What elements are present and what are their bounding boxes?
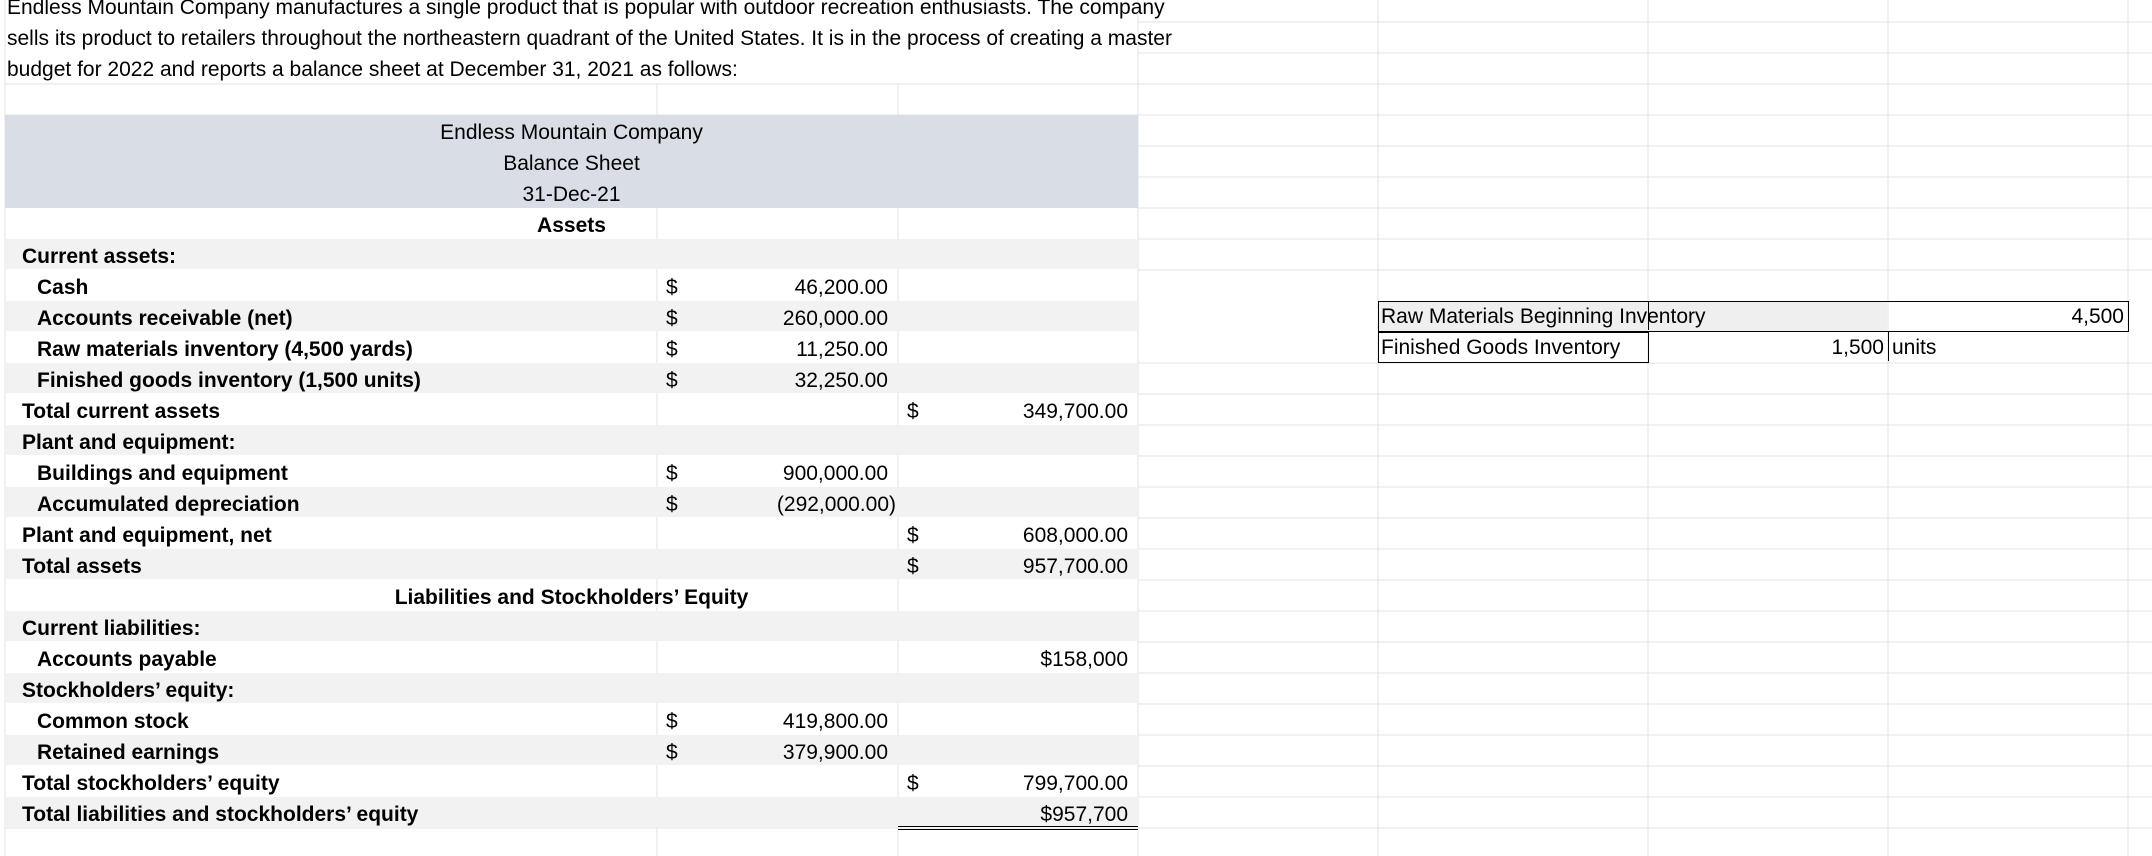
finished-goods-inventory-value[interactable]: 1,500 bbox=[1831, 336, 1884, 359]
plant-equipment-net-value[interactable]: 608,000.00 bbox=[1022, 524, 1128, 547]
current-assets-label: Current assets: bbox=[22, 245, 177, 268]
accumulated-depreciation-value[interactable]: (292,000.00) bbox=[776, 493, 896, 516]
liabilities-equity-heading: Liabilities and Stockholders’ Equity bbox=[394, 586, 749, 609]
currency-symbol: $ bbox=[907, 555, 919, 578]
finished-goods-label: Finished goods inventory (1,500 units) bbox=[37, 369, 421, 392]
currency-symbol: $ bbox=[907, 524, 919, 547]
total-current-assets-label: Total current assets bbox=[22, 400, 221, 423]
currency-symbol: $ bbox=[666, 741, 678, 764]
buildings-equipment-label: Buildings and equipment bbox=[37, 462, 288, 485]
accounts-payable-label: Accounts payable bbox=[37, 648, 217, 671]
currency-symbol: $ bbox=[666, 276, 678, 299]
cash-value[interactable]: 46,200.00 bbox=[794, 276, 888, 299]
problem-intro-text: Endless Mountain Company manufactures a single product that is popular with outdoor recreation enthusiasts. The company sells its product to retailers throughout the northeastern quadrant of the United States. It is in the process of creating a master budget for 2022 and reports a balance sheet at December 31, 2021 as follows: bbox=[7, 0, 1172, 81]
finished-goods-inventory-label: Finished Goods Inventory bbox=[1381, 336, 1621, 359]
accumulated-depreciation-label: Accumulated depreciation bbox=[37, 493, 300, 516]
retained-earnings-label: Retained earnings bbox=[37, 741, 220, 764]
raw-materials-value[interactable]: 11,250.00 bbox=[796, 338, 888, 361]
total-current-assets-value[interactable]: 349,700.00 bbox=[1022, 400, 1128, 423]
accounts-payable-value[interactable]: $158,000 bbox=[1040, 648, 1128, 671]
currency-symbol: $ bbox=[666, 369, 678, 392]
currency-symbol: $ bbox=[907, 400, 919, 423]
raw-materials-beginning-inventory-value[interactable]: 4,500 bbox=[2071, 305, 2124, 328]
double-underline bbox=[898, 826, 1138, 830]
plant-equipment-label: Plant and equipment: bbox=[22, 431, 236, 454]
total-stockholders-equity-label: Total stockholders’ equity bbox=[22, 772, 280, 795]
current-liabilities-label: Current liabilities: bbox=[22, 617, 201, 640]
currency-symbol: $ bbox=[907, 772, 919, 795]
total-assets-label: Total assets bbox=[22, 555, 142, 578]
total-stockholders-equity-value[interactable]: 799,700.00 bbox=[1022, 772, 1128, 795]
cell-divider bbox=[1888, 332, 1889, 361]
statement-title: Balance Sheet bbox=[503, 152, 640, 175]
currency-symbol: $ bbox=[666, 710, 678, 733]
stockholders-equity-label: Stockholders’ equity: bbox=[22, 679, 235, 702]
finished-goods-unit: units bbox=[1892, 336, 1937, 359]
total-liabilities-equity-value[interactable]: $957,700 bbox=[1040, 803, 1128, 826]
currency-symbol: $ bbox=[666, 462, 678, 485]
total-liabilities-equity-label: Total liabilities and stockholders’ equity bbox=[22, 803, 419, 826]
company-name: Endless Mountain Company bbox=[440, 121, 703, 144]
common-stock-value[interactable]: 419,800.00 bbox=[782, 710, 888, 733]
buildings-equipment-value[interactable]: 900,000.00 bbox=[782, 462, 888, 485]
raw-materials-label: Raw materials inventory (4,500 yards) bbox=[37, 338, 413, 361]
common-stock-label: Common stock bbox=[37, 710, 189, 733]
plant-equipment-net-label: Plant and equipment, net bbox=[22, 524, 272, 547]
cash-label: Cash bbox=[37, 276, 89, 299]
finished-goods-value[interactable]: 32,250.00 bbox=[794, 369, 888, 392]
currency-symbol: $ bbox=[666, 493, 678, 516]
total-assets-value[interactable]: 957,700.00 bbox=[1022, 555, 1128, 578]
assets-heading: Assets bbox=[537, 214, 606, 237]
accounts-receivable-value[interactable]: 260,000.00 bbox=[782, 307, 888, 330]
raw-materials-beginning-inventory-label: Raw Materials Beginning Inventory bbox=[1381, 305, 1706, 328]
statement-date: 31-Dec-21 bbox=[522, 183, 621, 206]
currency-symbol: $ bbox=[666, 307, 678, 330]
accounts-receivable-label: Accounts receivable (net) bbox=[37, 307, 293, 330]
retained-earnings-value[interactable]: 379,900.00 bbox=[782, 741, 888, 764]
currency-symbol: $ bbox=[666, 338, 678, 361]
